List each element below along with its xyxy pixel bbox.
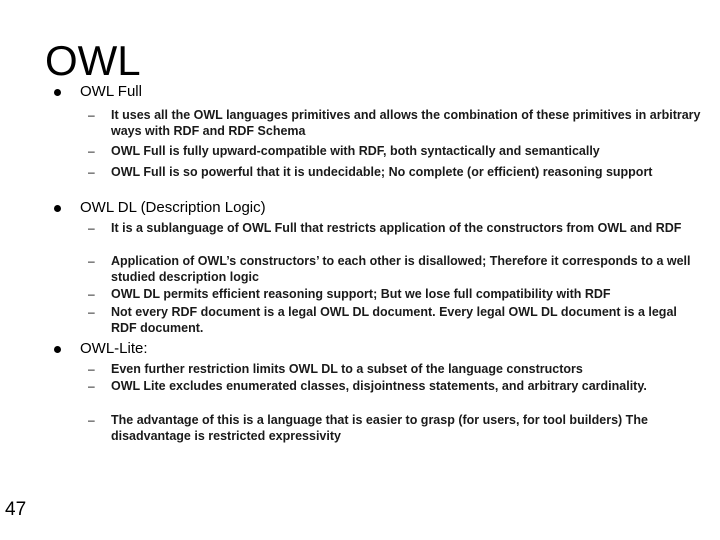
dash-icon: –: [88, 379, 95, 393]
list-item-text: OWL DL permits efficient reasoning support; But we lose full compatibility with RDF: [111, 287, 611, 301]
dash-icon: –: [88, 254, 95, 268]
list-item-text: It uses all the OWL languages primitives and allows the combination of these primitives in arbitrary ways with RDF and RDF Schema: [111, 108, 701, 138]
list-item-text: Not every RDF document is a legal OWL DL document. Every legal OWL DL document is a legal RDF document.: [111, 305, 677, 335]
dash-icon: –: [88, 144, 95, 158]
list-item-text: OWL Full is fully upward-compatible with RDF, both syntactically and semantically: [111, 144, 600, 158]
dash-icon: –: [88, 413, 95, 427]
list-item-text: Even further restriction limits OWL DL to a subset of the language constructors: [111, 362, 583, 376]
section-heading: OWL-Lite:: [80, 340, 148, 357]
dash-icon: –: [88, 287, 95, 301]
dash-icon: –: [88, 305, 95, 319]
dash-icon: –: [88, 165, 95, 179]
list-item-text: It is a sublanguage of OWL Full that restricts application of the constructors from OWL and RDF: [111, 221, 682, 235]
slide-title: OWL: [45, 37, 141, 84]
bullet-dot-icon: [54, 89, 61, 96]
dash-icon: –: [88, 362, 95, 376]
bullet-dot-icon: [54, 346, 61, 353]
list-item-text: The advantage of this is a language that is easier to grasp (for users, for tool builders) The disadvantage is restricted expressivity: [111, 413, 648, 443]
section-heading: OWL Full: [80, 83, 142, 100]
section-heading: OWL DL (Description Logic): [80, 199, 266, 216]
slide-number: 47: [5, 499, 27, 520]
list-item-text: OWL Lite excludes enumerated classes, disjointness statements, and arbitrary cardinality.: [111, 379, 647, 393]
list-item-text: Application of OWL’s constructors’ to each other is disallowed; Therefore it corresponds to a well studied description logic: [111, 254, 691, 284]
dash-icon: –: [88, 221, 95, 235]
list-item-text: OWL Full is so powerful that it is undecidable; No complete (or efficient) reasoning support: [111, 165, 653, 179]
bullet-dot-icon: [54, 205, 61, 212]
dash-icon: –: [88, 108, 95, 122]
